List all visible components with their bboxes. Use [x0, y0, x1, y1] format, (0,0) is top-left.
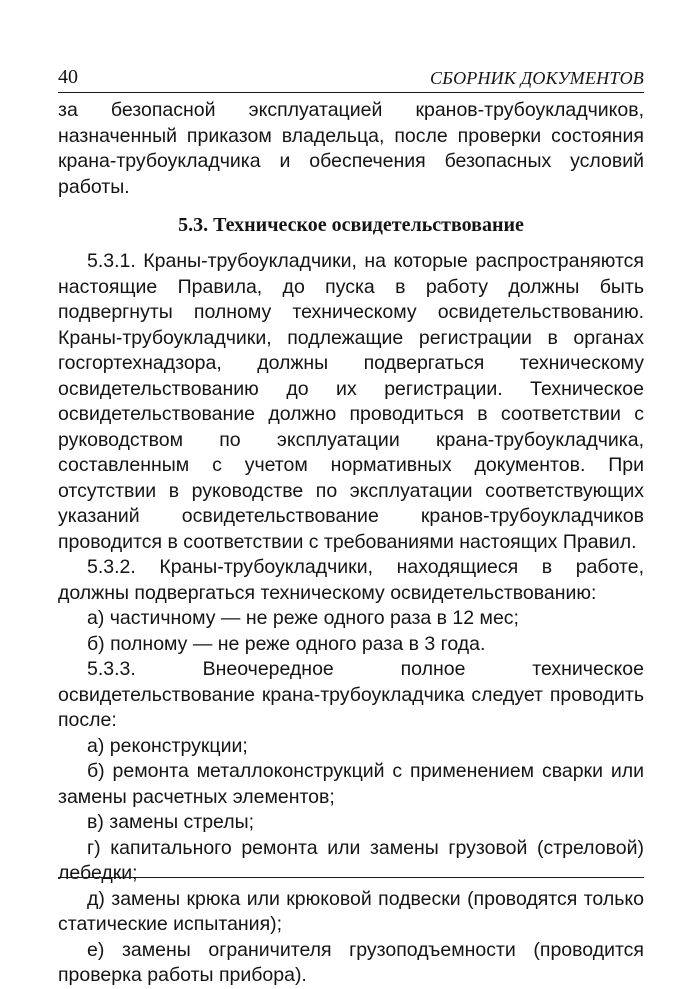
- section-heading: 5.3. Техническое освидетельствование: [178, 214, 524, 236]
- page-number: 40: [58, 66, 78, 88]
- list-item: а) реконструкции;: [87, 734, 248, 757]
- list-item: б) ремонта металлоконструкций с применением сварки или замены расчетных элементов;: [58, 760, 644, 808]
- list-item: е) замены ограничителя грузоподъемности (проводится проверка работы прибора).: [58, 938, 644, 986]
- list-item: в) замены стрелы;: [87, 811, 255, 833]
- paragraph-5-3-3: 5.3.3. Внеочередное полное техническое освидетельствование крана-трубоукладчика следует проводить после:: [58, 658, 644, 731]
- list-item: д) замены крюка или крюковой подвески (проводятся только статические испытания);: [58, 887, 644, 935]
- list-item: б) полному — не реже одного раза в 3 года.: [87, 632, 486, 655]
- intro-paragraph: за безопасной эксплуатацией кранов-трубоукладчиков, назначенный приказом владельца, после проверки состояния крана-трубоукладчика и обеспечения безопасных условий работы.: [58, 99, 644, 198]
- body-text: [58, 98, 644, 989]
- page-header: [58, 68, 644, 93]
- paragraph-5-3-2: 5.3.2. Краны-трубоукладчики, находящиеся в работе, должны подвергаться техническому освидетельствованию:: [58, 556, 644, 604]
- paragraph-5-3-1: 5.3.1. Краны-трубоукладчики, на которые распространяются настоящие Правила, до пуска в работу должны быть подвергнуты полному техническому освидетельствованию. Краны-трубоукладчики, подлежащие регистрации в органах госгортехнадзора, должны подвергаться техническому освидетельствованию до их регистрации. Техническое освидетельствование должно проводиться в соответствии с руководством по эксплуатации крана-трубоукладчика, составленным с учетом нормативных документов. При отсутствии в руководстве по эксплуатации соответствующих указаний освидетельствование кранов-трубоукладчиков проводится в соответствии с требованиями настоящих Правил.: [58, 250, 644, 553]
- footer-rule: [58, 877, 644, 878]
- running-title: СБОРНИК ДОКУМЕНТОВ: [430, 68, 644, 88]
- list-item: а) частичному — не реже одного раза в 12 мес;: [87, 607, 519, 629]
- list-item: г) капитального ремонта или замены грузовой (стреловой) лебедки;: [58, 836, 644, 884]
